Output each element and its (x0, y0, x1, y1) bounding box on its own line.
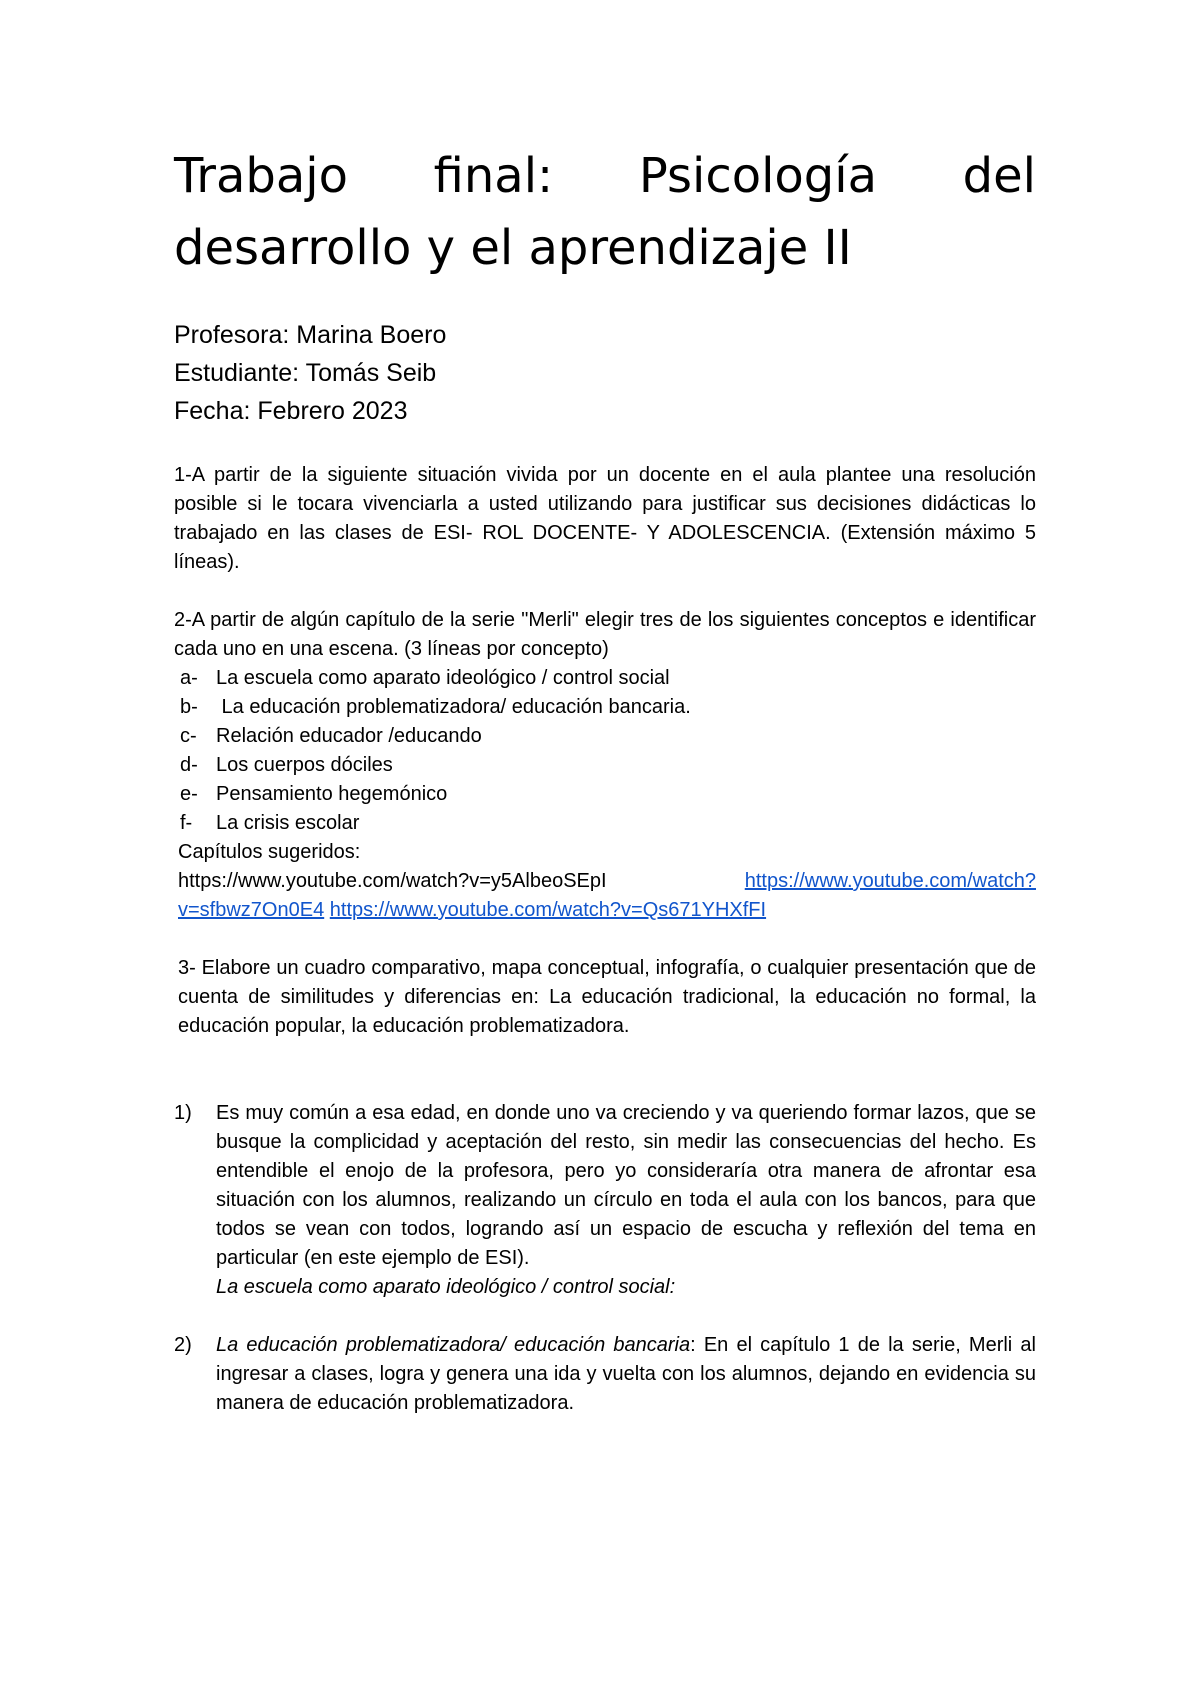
answer-2-text: : En el capítulo 1 de la serie, Merli al ingresar a clases, logra y genera una ida y vuelta con los alumnos, dejando en evidencia su manera de educación problematizadora. (216, 1334, 1036, 1414)
answer-2-concept: La educación problematizadora/ educación bancaria (216, 1334, 691, 1356)
document-meta (174, 316, 1036, 430)
option-text: Relación educador /educando (216, 725, 482, 747)
suggested-links (174, 867, 1036, 925)
answer-number: 2) (174, 1334, 192, 1356)
option-item (174, 693, 1036, 722)
link-plain-1: https://www.youtube.com/watch?v=y5AlbeoSEpI (178, 870, 607, 892)
question-1: 1-A partir de la siguiente situación vivida por un docente en el aula plantee una resolución posible si le tocara vivenciarla a usted utilizando para justificar sus decisiones didácticas lo trabajado en las clases de ESI- ROL DOCENTE- Y ADOLESCENCIA. (Extensión máximo 5 líneas). (174, 464, 1036, 573)
option-item (174, 664, 1036, 693)
link-3[interactable]: https://www.youtube.com/watch?v=Qs671YHXfFI (329, 899, 767, 921)
option-letter: e- (180, 783, 198, 805)
option-text: Pensamiento hegemónico (216, 783, 448, 805)
links-row-1 (178, 867, 1036, 896)
answer-body (216, 1099, 1036, 1302)
answer-1-text: Es muy común a esa edad, en donde uno va creciendo y va queriendo formar lazos, que se busque la complicidad y aceptación del resto, sin medir las consecuencias del hecho. Es entendible el enojo de la profesora, pero yo consideraría otra manera de afrontar esa situación con los alumnos, realizando un círculo en toda el aula con los bancos, para que todos se vean con todos, logrando así un espacio de escucha y reflexión del tema en particular (en este ejemplo de ESI). (216, 1102, 1036, 1269)
links-row-2 (178, 896, 1036, 925)
document-title: Trabajo final: Psicología del desarrollo y el aprendizaje II (174, 148, 1036, 276)
option-item (174, 751, 1036, 780)
link-2-start[interactable]: https://www.youtube.com/watch? (744, 870, 1036, 892)
answer-1-concept: La escuela como aparato ideológico / control social: (216, 1276, 676, 1298)
option-item (174, 809, 1036, 838)
option-text: La escuela como aparato ideológico / control social (216, 667, 670, 689)
option-item (174, 722, 1036, 751)
link-2-end[interactable]: v=sfbwz7On0E4 (178, 899, 325, 921)
option-text: La crisis escolar (216, 812, 360, 834)
fecha-line: Fecha: Febrero 2023 (174, 397, 408, 425)
answer-number: 1) (174, 1102, 192, 1124)
option-letter: d- (180, 754, 198, 776)
option-item (174, 780, 1036, 809)
spacer (174, 1302, 1036, 1331)
option-letter: a- (180, 667, 198, 689)
answers-list (174, 1099, 1036, 1418)
estudiante-line: Estudiante: Tomás Seib (174, 359, 437, 387)
option-letter: c- (180, 725, 197, 747)
question-2-options (174, 664, 1036, 838)
answer-body (216, 1331, 1036, 1418)
option-letter: b- (180, 696, 198, 718)
option-text: Los cuerpos dóciles (216, 754, 393, 776)
question-3: 3- Elabore un cuadro comparativo, mapa conceptual, infografía, o cualquier presentación que de cuenta de similitudes y diferencias en: La educación tradicional, la educación no formal, la educación popular, la educación problematizadora. (178, 957, 1036, 1037)
option-letter: f- (180, 812, 193, 834)
answer-1 (174, 1099, 1036, 1302)
profesora-line: Profesora: Marina Boero (174, 321, 447, 349)
answer-2 (174, 1331, 1036, 1418)
suggested-chapters-label: Capítulos sugeridos: (178, 841, 361, 863)
question-2-intro: 2-A partir de algún capítulo de la serie "Merli" elegir tres de los siguientes conceptos e identificar cada uno en una escena. (3 líneas por concepto) (174, 609, 1036, 660)
document-content (174, 140, 1036, 1418)
option-text: La educación problematizadora/ educación bancaria. (216, 696, 691, 718)
